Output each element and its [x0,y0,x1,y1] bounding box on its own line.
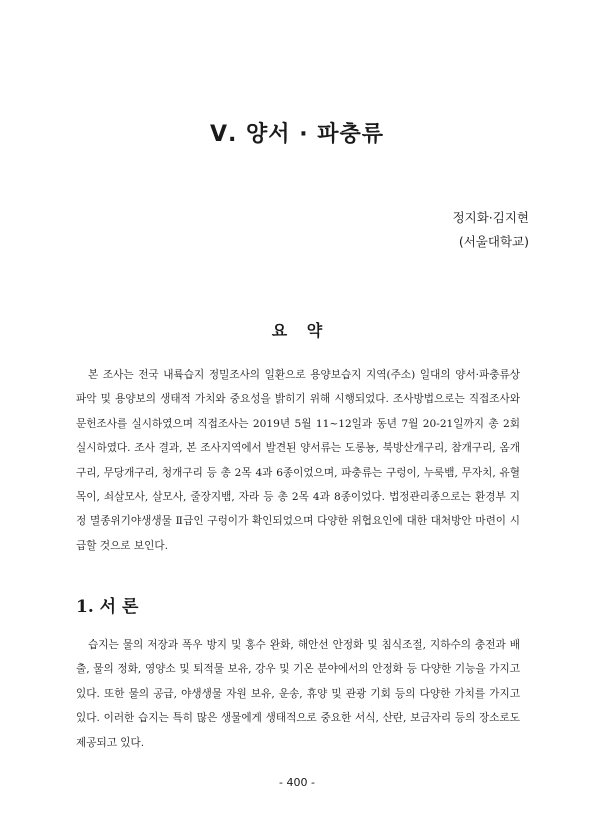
introduction-heading: 1. 서 론 [76,597,139,617]
summary-heading: 요 약 [271,321,323,340]
page-number: - 400 - [279,776,315,789]
author-names: 정지화·김지현 [452,210,529,225]
author-affiliation: (서울대학교) [458,234,529,249]
introduction-paragraph: 습지는 물의 저장과 폭우 방지 및 홍수 완화, 해안선 안정화 및 침식조절, 지하수의 충전과 배출, 물의 정화, 영양소 및 퇴적물 보유, 강우 및 기온 분야에서의 안정화 등 다양한 기능을 가지고 있다. 또한 물의 공급, 야생생물 자원 보유, 운송, 휴양 및 관광 기회 등의 다양한 가치를 가지고 있다. 이러한 습지는 특히 많은 생물에게 생태적으로 중요한 서식, 산란, 보금자리 등의 장소로도 제공되고 있다. [76,639,520,749]
author-block [453,206,529,254]
chapter-title: Ⅴ. 양서 · 파충류 [210,122,384,147]
summary-paragraph: 본 조사는 전국 내륙습지 정밀조사의 일환으로 용양보습지 지역(주소) 일대의 양서·파충류상 파악 및 용양보의 생태적 가치와 중요성을 밝히기 위해 시행되었다. 조사방법으로는 직접조사와 문헌조사를 실시하였으며 직접조사는 2019년 5월 11~12일과 동년 7월 20-21일까지 총 2회 실시하였다. 조사 결과, 본 조사지역에서 발견된 양서류는 도롱뇽, 북방산개구리, 참개구리, 옴개구리, 무당개구리, 청개구리 등 총 2목 4과 6종이었으며, 파충류는 구렁이, 누룩뱀, 무자치, 유혈목이, 쇠살모사, 살모사, 줄장지뱀, 자라 등 총 2목 4과 8종이었다. 법정관리종으로는 환경부 지정 멸종위기야생생물 Ⅱ급인 구렁이가 확인되었으며 다양한 위협요인에 대한 대처방안 마련이 시급할 것으로 보인다. [76,369,520,552]
